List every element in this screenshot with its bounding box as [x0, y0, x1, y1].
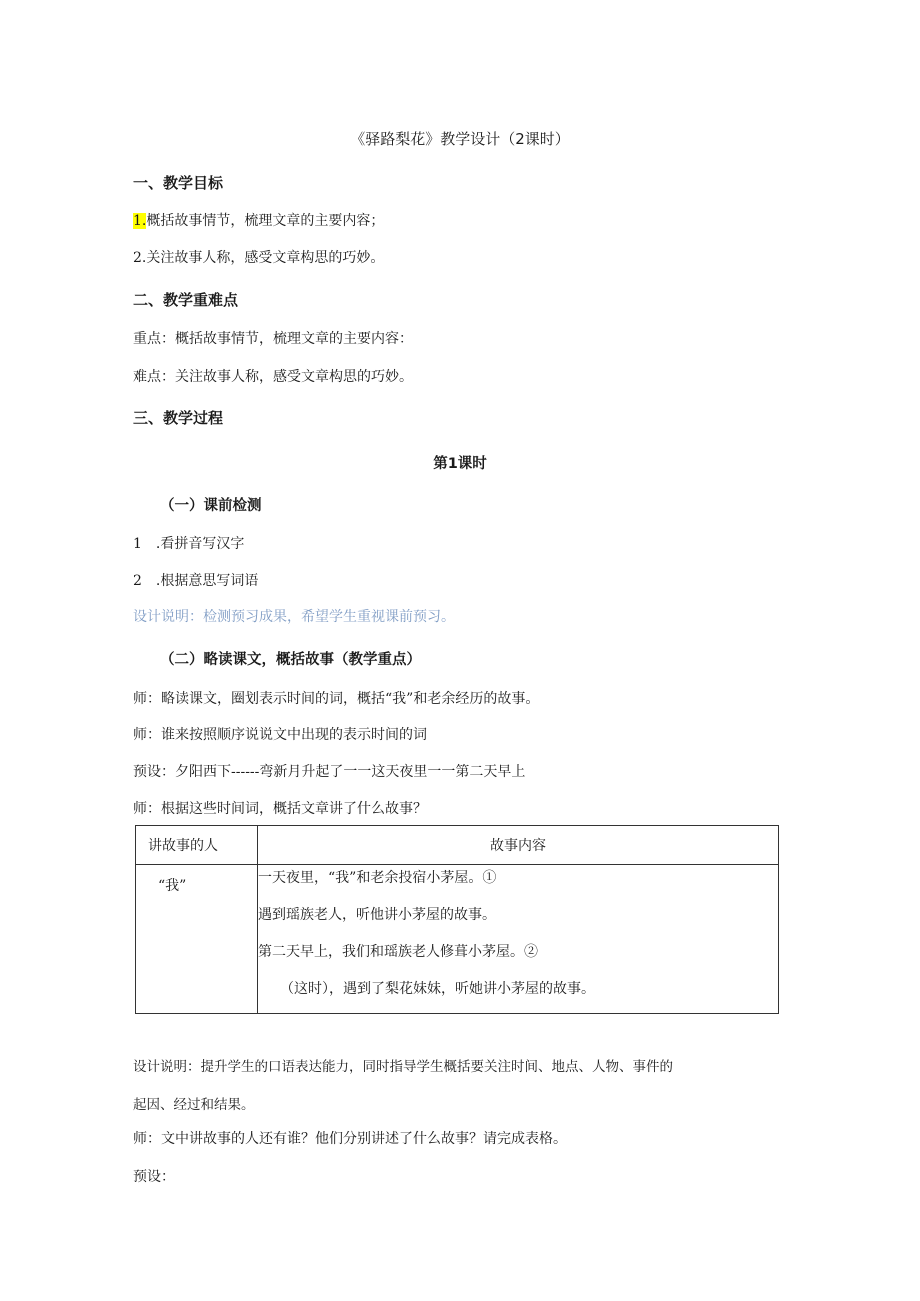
key-point: 重点：概括故事情节，梳理文章的主要内容： — [133, 331, 413, 347]
story-table — [135, 825, 779, 1014]
design-note-2-line1: 设计说明：提升学生的口语表达能力，同时指导学生概括要关注时间、地点、人物、事件的 — [133, 1059, 673, 1075]
part1-item-1: 1 .看拼音写汉字 — [133, 536, 245, 552]
teacher-line-1: 师：略读课文，圈划表示时间的词，概括“我”和老余经历的故事。 — [133, 691, 540, 707]
table-cell-story — [258, 865, 779, 1014]
section-heading-key-points: 二、教学重难点 — [133, 291, 239, 309]
goal-item-1-text: 概括故事情节，梳理文章的主要内容； — [146, 213, 385, 229]
teacher-question: 师：文中讲故事的人还有谁？他们分别讲述了什么故事？请完成表格。 — [133, 1131, 567, 1147]
story-line: 遇到瑶族老人，听他讲小茅屋的故事。 — [258, 907, 496, 923]
design-note-2-line2: 起因、经过和结果。 — [133, 1097, 255, 1113]
table-header-row — [136, 826, 779, 865]
table-row — [136, 865, 779, 1014]
story-line: 一天夜里，“我”和老余投宿小茅屋。① — [258, 870, 497, 886]
document-title: 《驿路梨花》教学设计（2课时） — [350, 130, 570, 148]
design-note-1: 设计说明：检测预习成果，希望学生重视课前预习。 — [133, 609, 455, 625]
goal-item-1 — [133, 210, 384, 230]
part2-heading: （二）略读课文，概括故事（教学重点） — [160, 652, 421, 668]
story-line: （这时），遇到了梨花妹妹，听她讲小茅屋的故事。 — [280, 981, 595, 997]
preset-label: 预设： — [133, 1169, 175, 1185]
teacher-line-2: 师：谁来按照顺序说说文中出现的表示时间的词 — [133, 727, 427, 743]
section-heading-goals: 一、教学目标 — [133, 174, 224, 192]
teacher-line-3: 师：根据这些时间词，概括文章讲了什么故事？ — [133, 801, 427, 817]
story-line: 第二天早上，我们和瑶族老人修葺小茅屋。② — [258, 944, 538, 960]
table-cell-narrator: “我” — [136, 865, 258, 1014]
difficult-point: 难点：关注故事人称，感受文章构思的巧妙。 — [133, 369, 413, 385]
highlighted-number: 1. — [133, 213, 147, 229]
table-header-narrator: 讲故事的人 — [136, 826, 258, 865]
table-header-content: 故事内容 — [258, 826, 779, 865]
part1-item-2: 2 .根据意思写词语 — [133, 573, 259, 589]
section-heading-process: 三、教学过程 — [133, 409, 224, 427]
preset-line: 预设：夕阳西下------弯新月升起了一一这天夜里一一第二天早上 — [133, 764, 526, 780]
goal-item-2: 2.关注故事人称，感受文章构思的巧妙。 — [133, 250, 385, 266]
lesson-title: 第1课时 — [433, 456, 487, 472]
part1-heading: （一）课前检测 — [160, 498, 262, 514]
